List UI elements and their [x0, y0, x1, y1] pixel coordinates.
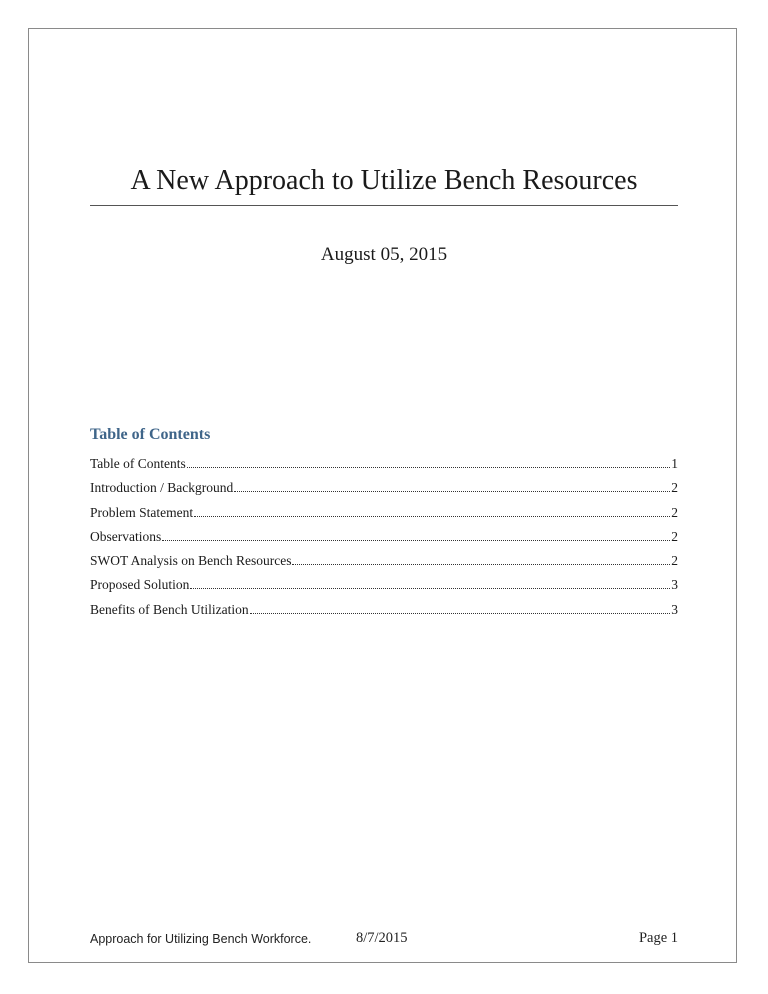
toc-entry-table-of-contents[interactable]: [90, 454, 678, 478]
toc-entry-proposed-solution[interactable]: [90, 575, 678, 599]
page-footer: [90, 930, 678, 952]
toc-entry-swot-analysis[interactable]: [90, 551, 678, 575]
toc-entry-text: Proposed Solution: [90, 577, 190, 593]
toc-dot-leader: [292, 564, 670, 565]
toc-entry-text: Observations: [90, 528, 162, 544]
toc-entry-page: 2: [671, 528, 678, 544]
toc-entry-text: Benefits of Bench Utilization: [90, 601, 249, 617]
toc-dot-leader: [190, 588, 670, 589]
toc-dot-leader: [162, 540, 670, 541]
toc-entry-text: Table of Contents: [90, 456, 186, 471]
toc-entry-page: 3: [671, 577, 678, 593]
toc-list: [90, 454, 678, 624]
footer-date: 8/7/2015: [356, 930, 408, 946]
toc-entry-page: 1: [671, 456, 678, 471]
title-divider: [90, 205, 678, 206]
toc-entry-page: 2: [671, 504, 678, 520]
toc-entry-observations[interactable]: [90, 527, 678, 551]
document-title: A New Approach to Utilize Bench Resources: [130, 165, 638, 196]
toc-entry-text: SWOT Analysis on Bench Resources: [90, 553, 292, 569]
toc-dot-leader: [250, 613, 671, 614]
toc-entry-text: Problem Statement: [90, 504, 194, 520]
toc-dot-leader: [187, 467, 670, 468]
toc-entry-problem-statement[interactable]: [90, 503, 678, 527]
toc-entry-page: 3: [671, 601, 678, 617]
footer-document-name: Approach for Utilizing Bench Workforce.: [90, 932, 312, 946]
document-date: August 05, 2015: [320, 244, 448, 265]
toc-entry-benefits[interactable]: [90, 600, 678, 624]
toc-heading: Table of Contents: [90, 426, 211, 443]
toc-dot-leader: [234, 491, 670, 492]
toc-entry-introduction[interactable]: [90, 478, 678, 502]
toc-entry-page: 2: [671, 553, 678, 569]
toc-entry-page: 2: [671, 480, 678, 496]
footer-page-number: Page 1: [638, 930, 678, 946]
toc-entry-text: Introduction / Background: [90, 480, 234, 496]
toc-dot-leader: [194, 516, 670, 517]
